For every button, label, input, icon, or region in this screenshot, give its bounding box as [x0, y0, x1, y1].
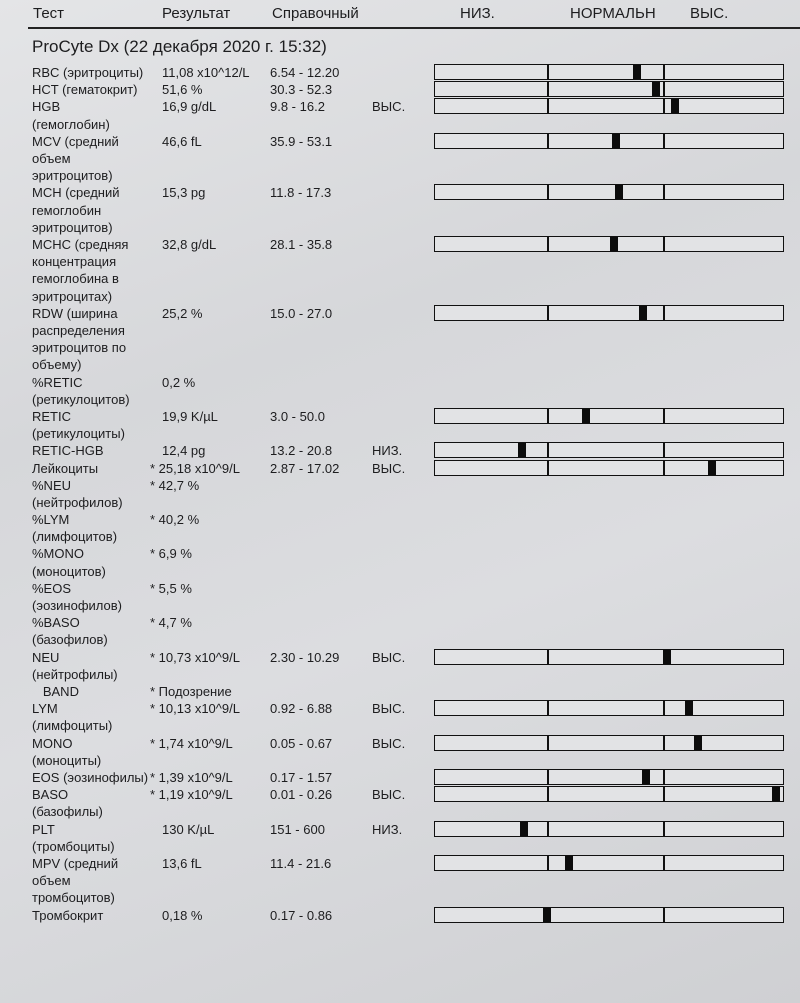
table-row [0, 700, 800, 734]
test-name [32, 649, 118, 683]
range-indicator-bar [434, 855, 784, 871]
table-row [0, 649, 800, 683]
reference-range: 11.8 - 17.3 [270, 185, 332, 201]
reference-range: 35.9 - 53.1 [270, 133, 333, 149]
test-name-line: гемоглобин [32, 202, 102, 218]
test-name [32, 907, 103, 924]
test-result: * 42,7 % [150, 477, 200, 493]
test-name-line: MCV (средний [32, 133, 119, 149]
test-name-line: (моноцитов) [32, 563, 106, 579]
range-indicator-bar [434, 305, 784, 321]
test-name-line: эритроцитах) [32, 288, 113, 304]
test-name-line: MCHC (средняя [32, 236, 129, 252]
test-name [32, 769, 148, 786]
test-name-line: (тромбоциты) [32, 838, 115, 854]
test-name [32, 408, 125, 442]
range-divider [547, 822, 549, 836]
test-name-line: Тромбокрит [32, 907, 104, 923]
table-row [0, 769, 800, 786]
test-name [32, 374, 130, 408]
table-row [0, 81, 800, 98]
range-indicator-bar [434, 786, 784, 802]
range-divider [547, 409, 549, 423]
table-row [0, 855, 800, 907]
reference-range: 28.1 - 35.8 [270, 236, 333, 252]
test-name-line: HGB [32, 99, 61, 115]
range-divider [663, 306, 665, 320]
test-name-line: (лимфоциты) [32, 718, 113, 734]
test-result: 11,08 x10^12/L [162, 65, 250, 80]
table-row [0, 614, 800, 648]
range-divider [547, 443, 549, 457]
range-indicator-bar [434, 64, 784, 80]
table-row [0, 374, 800, 408]
test-name [32, 700, 112, 734]
range-divider [547, 461, 549, 475]
table-row [0, 442, 800, 459]
test-name-line: концентрация [32, 254, 117, 270]
test-name [32, 477, 123, 511]
test-result: * 5,5 % [150, 580, 192, 596]
value-marker [671, 99, 679, 113]
test-result: 130 K/µL [162, 821, 215, 837]
test-name-line: (базофилов) [32, 632, 108, 648]
test-name-line: (нейтрофилы) [32, 666, 118, 682]
value-marker [612, 134, 620, 148]
test-result: 0,2 % [162, 374, 196, 390]
range-divider [663, 185, 665, 199]
table-row [0, 133, 800, 185]
value-marker [652, 82, 660, 96]
test-name [32, 184, 120, 236]
range-divider [663, 134, 665, 148]
value-marker [708, 461, 716, 475]
test-name-line: %EOS [32, 580, 72, 596]
test-result: 15,3 pg [162, 185, 206, 201]
test-name [32, 614, 108, 648]
range-indicator-bar [434, 649, 784, 665]
test-name-line: тромбоцитов) [32, 890, 115, 906]
range-indicator-bar [434, 700, 784, 716]
test-name [32, 786, 103, 820]
range-divider [663, 736, 665, 750]
test-name-line: объем [32, 873, 71, 889]
range-divider [547, 237, 549, 251]
test-result: 0,18 % [162, 907, 203, 923]
test-result: * 10,73 x10^9/L [150, 649, 240, 665]
value-marker [685, 701, 693, 715]
value-marker [520, 822, 528, 836]
table-row [0, 98, 800, 132]
range-divider [547, 134, 549, 148]
table-row [0, 907, 800, 924]
range-indicator-bar [434, 821, 784, 837]
reference-range: 6.54 - 12.20 [270, 65, 340, 80]
test-name-line: %NEU [32, 477, 72, 493]
range-divider [663, 770, 665, 784]
table-row [0, 460, 800, 477]
status-flag: ВЫС. [372, 99, 406, 115]
test-result: 51,6 % [162, 82, 203, 98]
test-name [32, 580, 122, 614]
value-marker [639, 306, 647, 320]
range-divider [663, 701, 665, 715]
value-marker [543, 908, 551, 922]
reference-range: 15.0 - 27.0 [270, 305, 333, 321]
table-row [0, 786, 800, 820]
header-result: Результат [162, 5, 231, 22]
value-marker [565, 856, 573, 870]
test-name [32, 133, 119, 185]
test-name [32, 735, 101, 769]
range-divider [663, 443, 665, 457]
test-name-line: RETIC-HGB [32, 443, 104, 459]
reference-range: 151 - 600 [270, 821, 325, 837]
status-flag: ВЫС. [372, 649, 406, 665]
test-name-line: HCT (гематокрит) [32, 82, 138, 98]
test-name [32, 460, 98, 477]
test-name [32, 821, 115, 855]
status-flag: НИЗ. [372, 443, 403, 459]
range-divider [663, 822, 665, 836]
value-marker [518, 443, 526, 457]
table-row [0, 305, 800, 374]
test-name-line: RDW (ширина [32, 305, 118, 321]
range-indicator-bar [434, 769, 784, 785]
test-result: * 1,39 x10^9/L [150, 770, 233, 786]
table-row [0, 545, 800, 579]
test-name-line: гемоглобина в [32, 271, 119, 287]
test-name-line: RETIC [32, 408, 71, 424]
range-indicator-bar [434, 460, 784, 476]
test-name-line: MCH (средний [32, 185, 120, 201]
test-result: * 1,74 x10^9/L [150, 735, 233, 751]
test-name-line: MPV (средний [32, 855, 119, 871]
table-row [0, 408, 800, 442]
range-indicator-bar [434, 98, 784, 114]
range-divider [547, 701, 549, 715]
range-divider [547, 65, 549, 79]
test-result: * Подозрение [150, 684, 232, 700]
table-row [0, 184, 800, 236]
test-result: * 4,7 % [150, 615, 192, 631]
value-marker [615, 185, 623, 199]
test-name [32, 81, 138, 98]
reference-range: 9.8 - 16.2 [270, 99, 325, 115]
value-marker [663, 650, 671, 664]
reference-range: 0.17 - 1.57 [270, 770, 333, 786]
status-flag: ВЫС. [372, 460, 406, 476]
test-name-line: LYM [32, 701, 58, 717]
test-name-line: (ретикулоциты) [32, 426, 125, 442]
table-row [0, 580, 800, 614]
status-flag: НИЗ. [372, 821, 403, 837]
test-name [32, 545, 106, 579]
test-name [32, 442, 104, 459]
range-divider [547, 770, 549, 784]
table-row [0, 64, 800, 81]
test-name-line: Лейкоциты [32, 460, 99, 476]
test-name-line: %MONO [32, 546, 84, 562]
range-divider [663, 99, 665, 113]
test-name-line: (лимфоцитов) [32, 529, 118, 545]
range-divider [663, 856, 665, 870]
value-marker [642, 770, 650, 784]
test-name-line: PLT [32, 821, 55, 837]
test-name-line: NEU [32, 649, 60, 665]
range-indicator-bar [434, 735, 784, 751]
range-indicator-bar [434, 442, 784, 458]
header-low: НИЗ. [460, 5, 495, 22]
test-result: 25,2 % [162, 305, 203, 321]
test-name [32, 98, 110, 132]
test-name [32, 855, 118, 907]
test-name-line: эритроцитов) [32, 168, 113, 184]
reference-range: 2.30 - 10.29 [270, 649, 340, 665]
reference-range: 0.05 - 0.67 [270, 735, 333, 751]
value-marker [633, 65, 641, 79]
test-name [32, 305, 126, 374]
test-name-line: (нейтрофилов) [32, 494, 123, 510]
test-result: 46,6 fL [162, 133, 202, 149]
reference-range: 2.87 - 17.02 [270, 460, 340, 476]
reference-range: 11.4 - 21.6 [270, 855, 332, 871]
value-marker [772, 787, 780, 801]
table-row [0, 821, 800, 855]
range-divider [547, 856, 549, 870]
range-divider [663, 237, 665, 251]
test-name-line: (базофилы) [32, 804, 103, 820]
table-row [0, 683, 800, 700]
range-divider [547, 82, 549, 96]
test-result: * 1,19 x10^9/L [150, 787, 233, 803]
range-indicator-bar [434, 236, 784, 252]
range-divider [663, 82, 665, 96]
test-result: * 40,2 % [150, 512, 200, 528]
test-name-line: BASO [32, 787, 69, 803]
test-result: * 25,18 x10^9/L [150, 460, 240, 476]
table-row [0, 236, 800, 305]
range-indicator-bar [434, 907, 784, 923]
range-divider [547, 99, 549, 113]
test-name-line: эритроцитов по [32, 340, 127, 356]
status-flag: ВЫС. [372, 787, 406, 803]
test-result: 13,6 fL [162, 855, 202, 871]
reference-range: 0.17 - 0.86 [270, 907, 333, 923]
range-indicator-bar [434, 408, 784, 424]
results-table [0, 64, 800, 924]
test-name-line: (ретикулоцитов) [32, 391, 130, 407]
test-name-line: эритроцитов) [32, 219, 113, 235]
test-name [32, 236, 128, 305]
range-divider [547, 787, 549, 801]
status-flag: ВЫС. [372, 701, 406, 717]
reference-range: 0.01 - 0.26 [270, 787, 333, 803]
header-high: ВЫС. [690, 5, 729, 22]
header-normal: НОРМАЛЬН [570, 5, 656, 22]
test-name-line: EOS (эозинофилы) [32, 770, 149, 786]
test-name-line: RBC (эритроциты) [32, 65, 144, 80]
header-reference: Справочный [272, 5, 359, 22]
value-marker [610, 237, 618, 251]
test-name-line: %RETIC [32, 374, 83, 390]
range-divider [663, 461, 665, 475]
range-divider [663, 908, 665, 922]
range-divider [663, 409, 665, 423]
test-name-line: объему) [32, 357, 82, 373]
header-test: Тест [33, 5, 65, 22]
test-name-line: (гемоглобин) [32, 116, 110, 132]
test-name-line: %LYM [32, 512, 70, 528]
range-divider [547, 736, 549, 750]
test-result: * 6,9 % [150, 546, 192, 562]
test-name-line: %BASO [32, 615, 80, 631]
table-row [0, 735, 800, 769]
status-flag: ВЫС. [372, 735, 406, 751]
test-name-line: (моноциты) [32, 752, 102, 768]
reference-range: 30.3 - 52.3 [270, 82, 333, 98]
test-result: 12,4 pg [162, 443, 206, 459]
range-indicator-bar [434, 184, 784, 200]
range-divider [547, 306, 549, 320]
test-result: 19,9 K/µL [162, 408, 218, 424]
range-divider [663, 787, 665, 801]
test-name [32, 683, 79, 700]
reference-range: 0.92 - 6.88 [270, 701, 333, 717]
value-marker [694, 736, 702, 750]
table-row [0, 511, 800, 545]
header-divider [28, 27, 800, 29]
report-title: ProCyte Dx (22 декабря 2020 г. 15:32) [32, 37, 327, 56]
test-result: 16,9 g/dL [162, 99, 217, 115]
test-name-line: объем [32, 150, 71, 166]
range-divider [547, 185, 549, 199]
reference-range: 3.0 - 50.0 [270, 408, 325, 424]
test-result: * 10,13 x10^9/L [150, 701, 240, 717]
test-name-line: (эозинофилов) [32, 598, 122, 614]
test-result: 32,8 g/dL [162, 236, 217, 252]
test-name [32, 511, 117, 545]
test-name-line: распределения [32, 322, 125, 338]
test-name [32, 64, 143, 81]
test-name-line: BAND [32, 684, 79, 700]
range-indicator-bar [434, 81, 784, 97]
table-row [0, 477, 800, 511]
range-divider [547, 650, 549, 664]
test-name-line: MONO [32, 735, 73, 751]
value-marker [582, 409, 590, 423]
range-indicator-bar [434, 133, 784, 149]
range-divider [663, 65, 665, 79]
reference-range: 13.2 - 20.8 [270, 443, 333, 459]
